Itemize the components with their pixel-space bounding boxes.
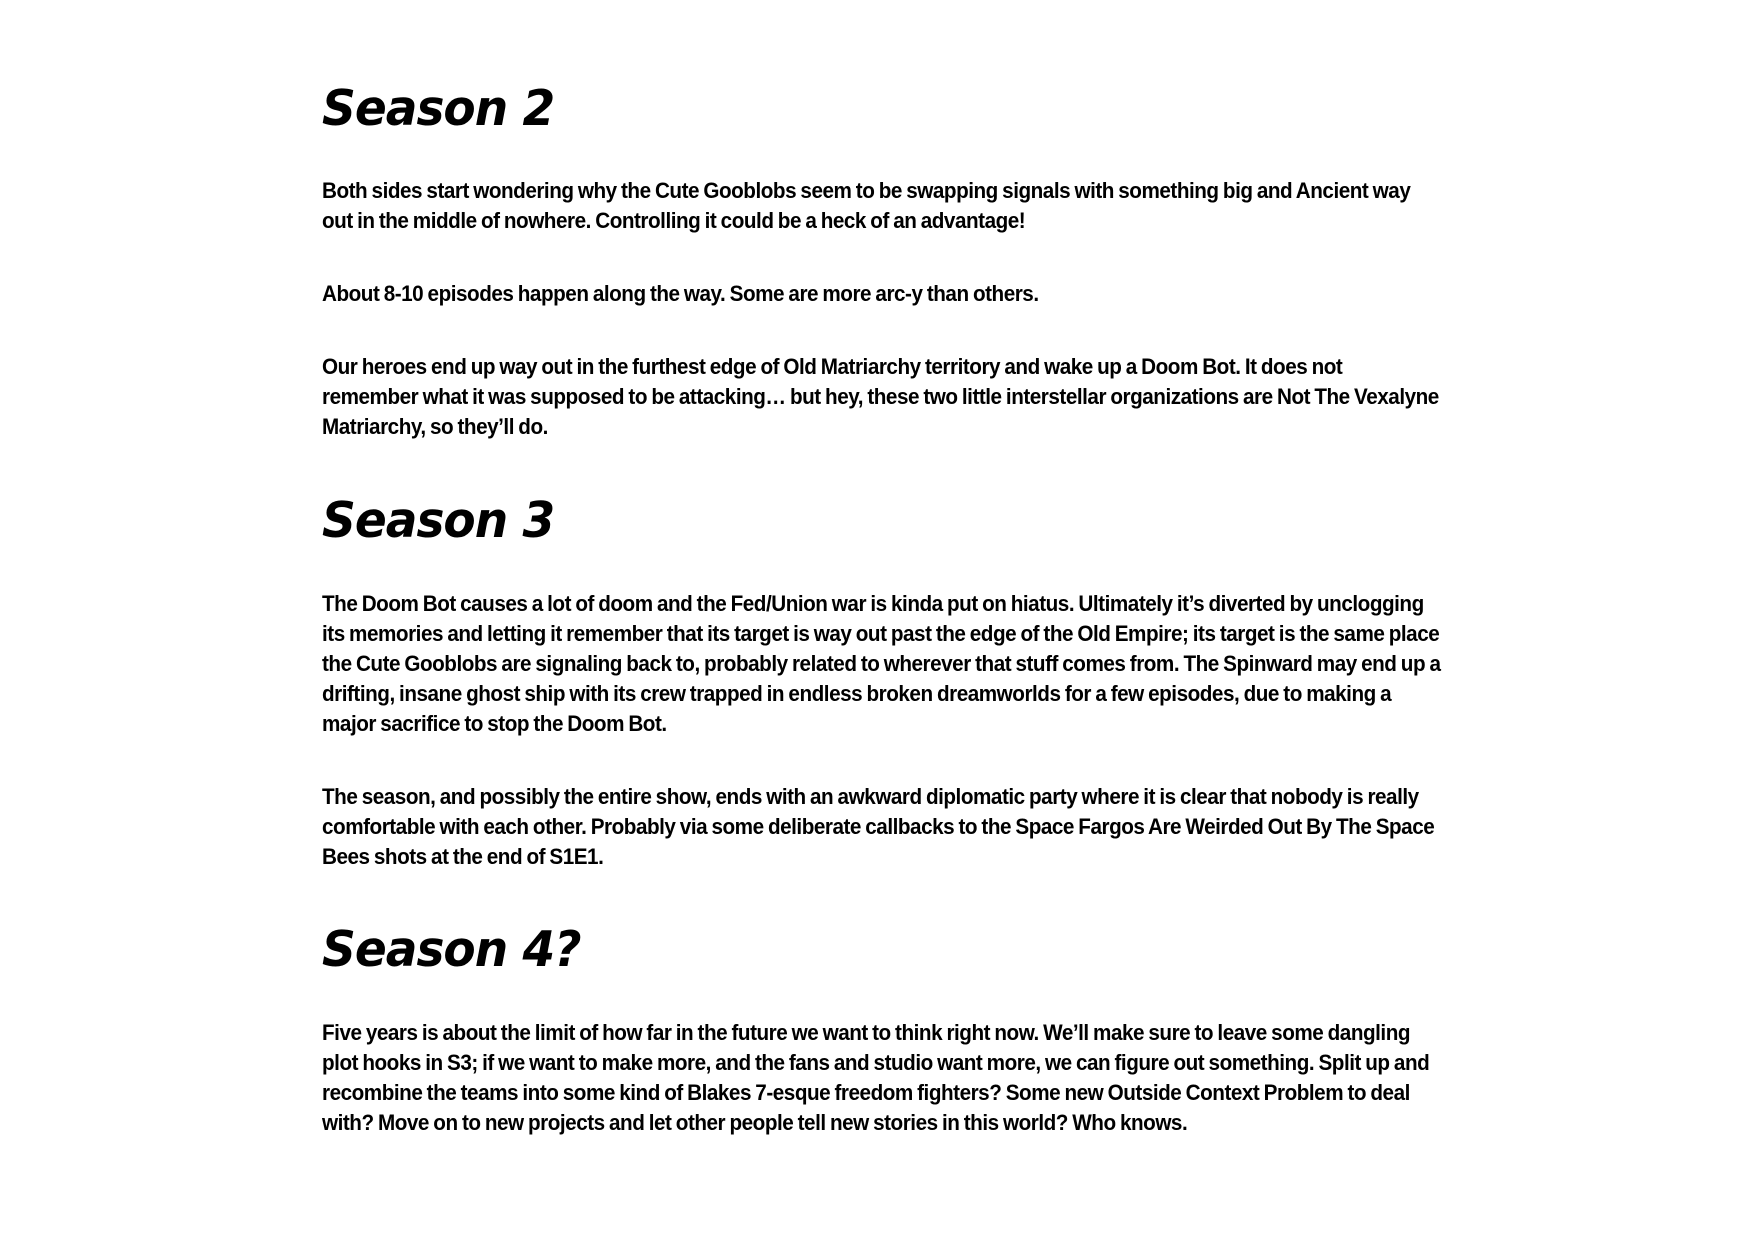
season-2-heading: Season 2 <box>322 80 555 138</box>
season-3-heading: Season 3 <box>322 492 555 550</box>
season-2-paragraph-1: Both sides start wondering why the Cute Gooblobs seem to be swapping signals with something big and Ancient way out in the middle of nowhere. Controlling it could be a heck of an advantage! <box>322 178 1411 233</box>
season-2-paragraph-2: About 8-10 episodes happen along the way. Some are more arc-y than others. <box>322 281 1039 306</box>
season-4-heading: Season 4? <box>322 921 581 979</box>
season-4-paragraph-1: Five years is about the limit of how far in the future we want to think right now. We’ll make sure to leave some dangling plot hooks in S3; if we want to make more, and the fans and studio want more, we can figure out something. Split up and recombine the teams into some kind of Blakes 7-esque freedom fighters? Some new Outside Context Problem to deal with? Move on to new projects and let other people tell new stories in this world? Who knows. <box>322 1020 1430 1135</box>
season-3-paragraph-2: The season, and possibly the entire show, ends with an awkward diplomatic party where it is clear that nobody is really comfortable with each other. Probably via some deliberate callbacks to the Space Fargos Are Weirded Out By The Space Bees shots at the end of S1E1. <box>322 784 1435 869</box>
season-3-paragraph-1: The Doom Bot causes a lot of doom and the Fed/Union war is kinda put on hiatus. Ultimately it’s diverted by unclogging its memories and letting it remember that its target is way out past the edge of the Old Empire; its target is the same place the Cute Gooblobs are signaling back to, probably related to wherever that stuff comes from. The Spinward may end up a drifting, insane ghost ship with its crew trapped in endless broken dreamworlds for a few episodes, due to making a major sacrifice to stop the Doom Bot. <box>322 591 1441 736</box>
season-2-paragraph-3: Our heroes end up way out in the furthest edge of Old Matriarchy territory and wake up a Doom Bot. It does not remember what it was supposed to be attacking… but hey, these two little interstellar organizations are Not The Vexalyne Matriarchy, so they’ll do. <box>322 354 1439 439</box>
